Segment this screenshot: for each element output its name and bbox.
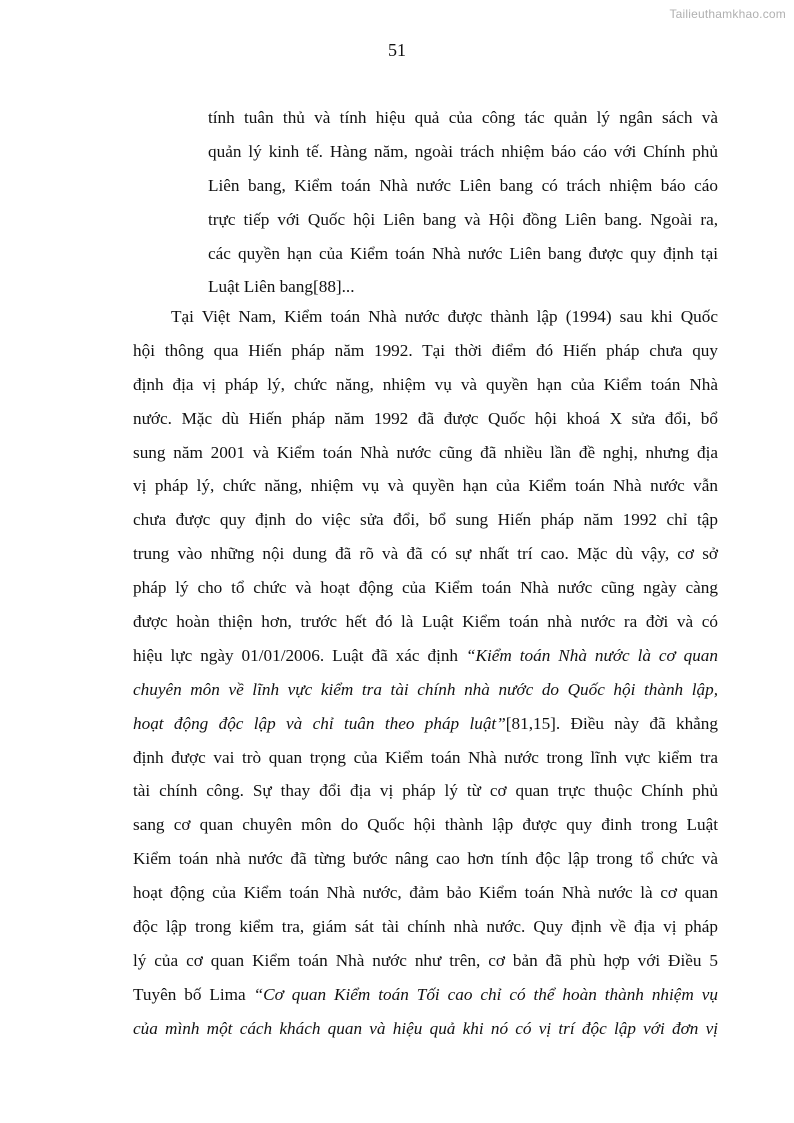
text-line: hội thông qua Hiến pháp năm 1992. Tại thời điểm đó Hiến pháp chưa quy (133, 340, 718, 360)
text-line: pháp lý cho tổ chức và hoạt động của Kiểm toán Nhà nước cũng ngày càng (133, 578, 718, 598)
italic-quote: “Cơ quan Kiểm toán Tối cao chỉ có thể hoàn thành nhiệm vụ (253, 984, 719, 1004)
text-line: chưa được quy định do việc sửa đổi, bổ sung Hiến pháp năm 1992 chỉ tập (133, 510, 718, 530)
text-line (133, 707, 718, 741)
text-line: hoạt động của Kiểm toán Nhà nước, đảm bảo Kiểm toán Nhà nước là cơ quan (133, 883, 718, 903)
text-line: sung năm 2001 và Kiểm toán Nhà nước cũng đã nhiều lần đề nghị, nhưng địa (133, 442, 718, 462)
text-line: Kiểm toán nhà nước đã từng bước nâng cao hơn tính độc lập trong tổ chức và (133, 849, 718, 869)
text-line: Luật Liên bang[88]... (208, 277, 355, 297)
italic-quote: “Kiểm toán Nhà nước là cơ quan (465, 645, 718, 665)
text-line: các quyền hạn của Kiểm toán Nhà nước Liên bang được quy định tại (208, 243, 718, 263)
text-run: [81,15]. Điều này đã khẳng (505, 713, 718, 733)
text-line: trực tiếp với Quốc hội Liên bang và Hội đồng Liên bang. Ngoài ra, (208, 209, 718, 229)
text-run: Tuyên bố Lima (133, 984, 254, 1004)
watermark: Tailieuthamkhao.com (669, 7, 786, 21)
text-line: tài chính công. Sự thay đổi địa vị pháp lý từ cơ quan trực thuộc Chính phủ (133, 781, 718, 801)
text-line: định địa vị pháp lý, chức năng, nhiệm vụ và quyền hạn của Kiểm toán Nhà (133, 374, 718, 394)
page-number: 51 (388, 40, 406, 60)
quoted-paragraph (208, 101, 718, 304)
text-line: tính tuân thủ và tính hiệu quả của công tác quản lý ngân sách và (208, 108, 718, 127)
text-line: định được vai trò quan trọng của Kiểm toán Nhà nước trong lĩnh vực kiểm tra (133, 747, 718, 767)
text-line: Tại Việt Nam, Kiểm toán Nhà nước được thành lập (1994) sau khi Quốc (171, 307, 718, 326)
text-line: lý của cơ quan Kiểm toán Nhà nước như trên, cơ bản đã phù hợp với Điều 5 (133, 950, 718, 970)
text-line (133, 978, 718, 1012)
text-line: nước. Mặc dù Hiến pháp năm 1992 đã được Quốc hội khoá X sửa đổi, bổ (133, 408, 718, 428)
text-line: vị pháp lý, chức năng, nhiệm vụ và quyền hạn của Kiểm toán Nhà nước vẫn (133, 476, 718, 496)
italic-quote: chuyên môn về lĩnh vực kiểm tra tài chính nhà nước do Quốc hội thành lập, (133, 679, 718, 699)
text-line: quản lý kinh tế. Hàng năm, ngoài trách nhiệm báo cáo với Chính phủ (208, 141, 718, 161)
italic-quote: hoạt động độc lập và chỉ tuân theo pháp luật” (133, 713, 506, 733)
text-line: độc lập trong kiểm tra, giám sát tài chính nhà nước. Quy định về địa vị pháp (133, 917, 718, 937)
text-line (133, 639, 718, 673)
text-line: Liên bang, Kiểm toán Nhà nước Liên bang có trách nhiệm báo cáo (208, 175, 718, 195)
text-line: trung vào những nội dung đã rõ và đã có sự nhất trí cao. Mặc dù vậy, cơ sở (133, 544, 718, 564)
italic-quote: của mình một cách khách quan và hiệu quả khi nó có vị trí độc lập với đơn vị (133, 1018, 718, 1038)
text-line: được hoàn thiện hơn, trước hết đó là Luật Kiểm toán nhà nước ra đời và có (133, 612, 718, 632)
text-line: sang cơ quan chuyên môn do Quốc hội thành lập được quy đinh trong Luật (133, 815, 718, 835)
text-run: hiệu lực ngày 01/01/2006. Luật đã xác định (133, 645, 466, 665)
body-paragraph (133, 300, 718, 1046)
